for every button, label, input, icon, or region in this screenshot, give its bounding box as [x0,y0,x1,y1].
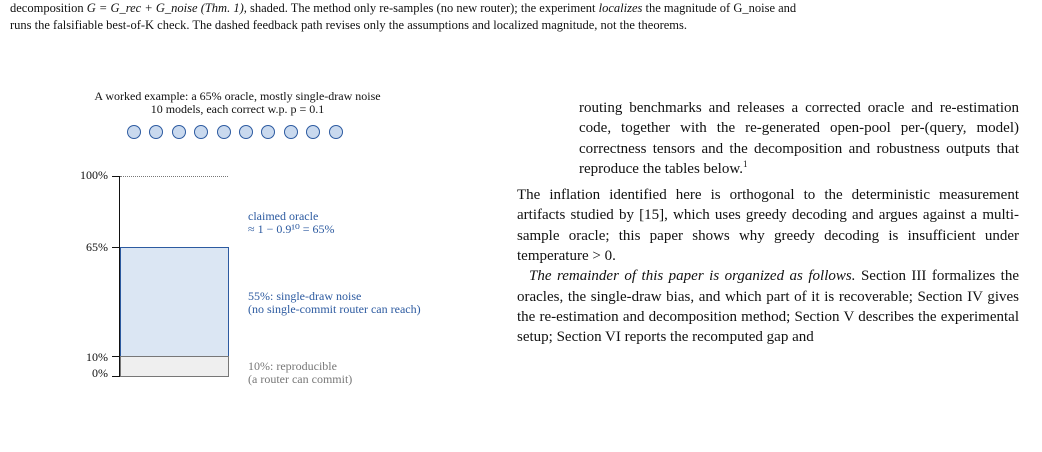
claimed-oracle-formula: ≈ 1 − 0.9¹⁰ = 65% [248,222,335,236]
body-text-column [517,98,1019,348]
model-circle [172,125,186,139]
footnote-marker: 1 [742,158,748,169]
model-circle [217,125,231,139]
tick-mark-100 [112,176,120,177]
tick-mark-10 [112,356,120,357]
tick-mark-0 [112,376,120,377]
figure-subtitle: 10 models, each correct w.p. p = 0.1 [150,102,325,116]
tick-100: 100% [80,168,108,182]
model-circle [306,125,320,139]
body-paragraph-3-text: Section III formalizes the oracles, the single-draw bias, and which part of it is recoverable; Section IV gives the re-estimation and decomposition method; Section V describes the experimental setup; Section VI reports the recomputed gap and [517,268,1020,346]
noise-bar [120,247,229,357]
model-circle [149,125,163,139]
caption-localizes: localizes [598,1,643,15]
model-circle [239,125,253,139]
tick-10: 10% [86,350,108,364]
caption-line2: runs the falsifiable best-of-K check. The dashed feedback path revises only the assumptions and localized magnitude, not the theorems. [10,18,687,32]
caption-formula: G = G_rec + G_noise (Thm. 1) [86,1,244,15]
model-circle [284,125,298,139]
model-circle [194,125,208,139]
caption-line1-post: , shaded. The method only re-samples (no new router); the experiment [243,1,599,15]
model-circle [329,125,343,139]
model-circle [127,125,141,139]
body-paragraph-3 [517,266,1019,347]
worked-example-figure [0,80,520,452]
reproducible-label: 10%: reproducible [248,359,337,373]
model-circle [261,125,275,139]
caption-line1-post2: the magnitude of G_noise and [642,1,797,15]
body-paragraph-1-text: routing benchmarks and releases a corrected oracle and re-estimation code, together with the re-generated open-pool per-(query, model) correctness tensors and the decomposition and robustness outputs that reproduce the tables below. [579,100,1019,177]
noise-label: 55%: single-draw noise [248,289,362,303]
body-paragraph-3-lead: The remainder of this paper is organized as follows. [529,268,856,285]
tick-65: 65% [86,240,108,254]
noise-sublabel: (no single-commit router can reach) [248,302,421,316]
ceiling-dotted-line [120,176,228,177]
tick-mark-65 [112,247,120,248]
claimed-oracle-label: claimed oracle [248,209,319,223]
body-paragraph-1 [517,98,1019,179]
tick-0: 0% [92,366,108,380]
figure-caption [10,0,1032,34]
reproducible-sublabel: (a router can commit) [248,372,353,386]
caption-line1-pre: decomposition [10,1,87,15]
body-paragraph-2: The inflation identified here is orthogonal to the deterministic measurement artifacts studied by [15], which uses greedy decoding and argues against a multi-sample oracle; this paper shows why greedy decoding is insufficient under temperature > 0. [517,187,1019,265]
reproducible-bar [120,356,229,377]
figure-title: A worked example: a 65% oracle, mostly single-draw noise [94,89,381,103]
